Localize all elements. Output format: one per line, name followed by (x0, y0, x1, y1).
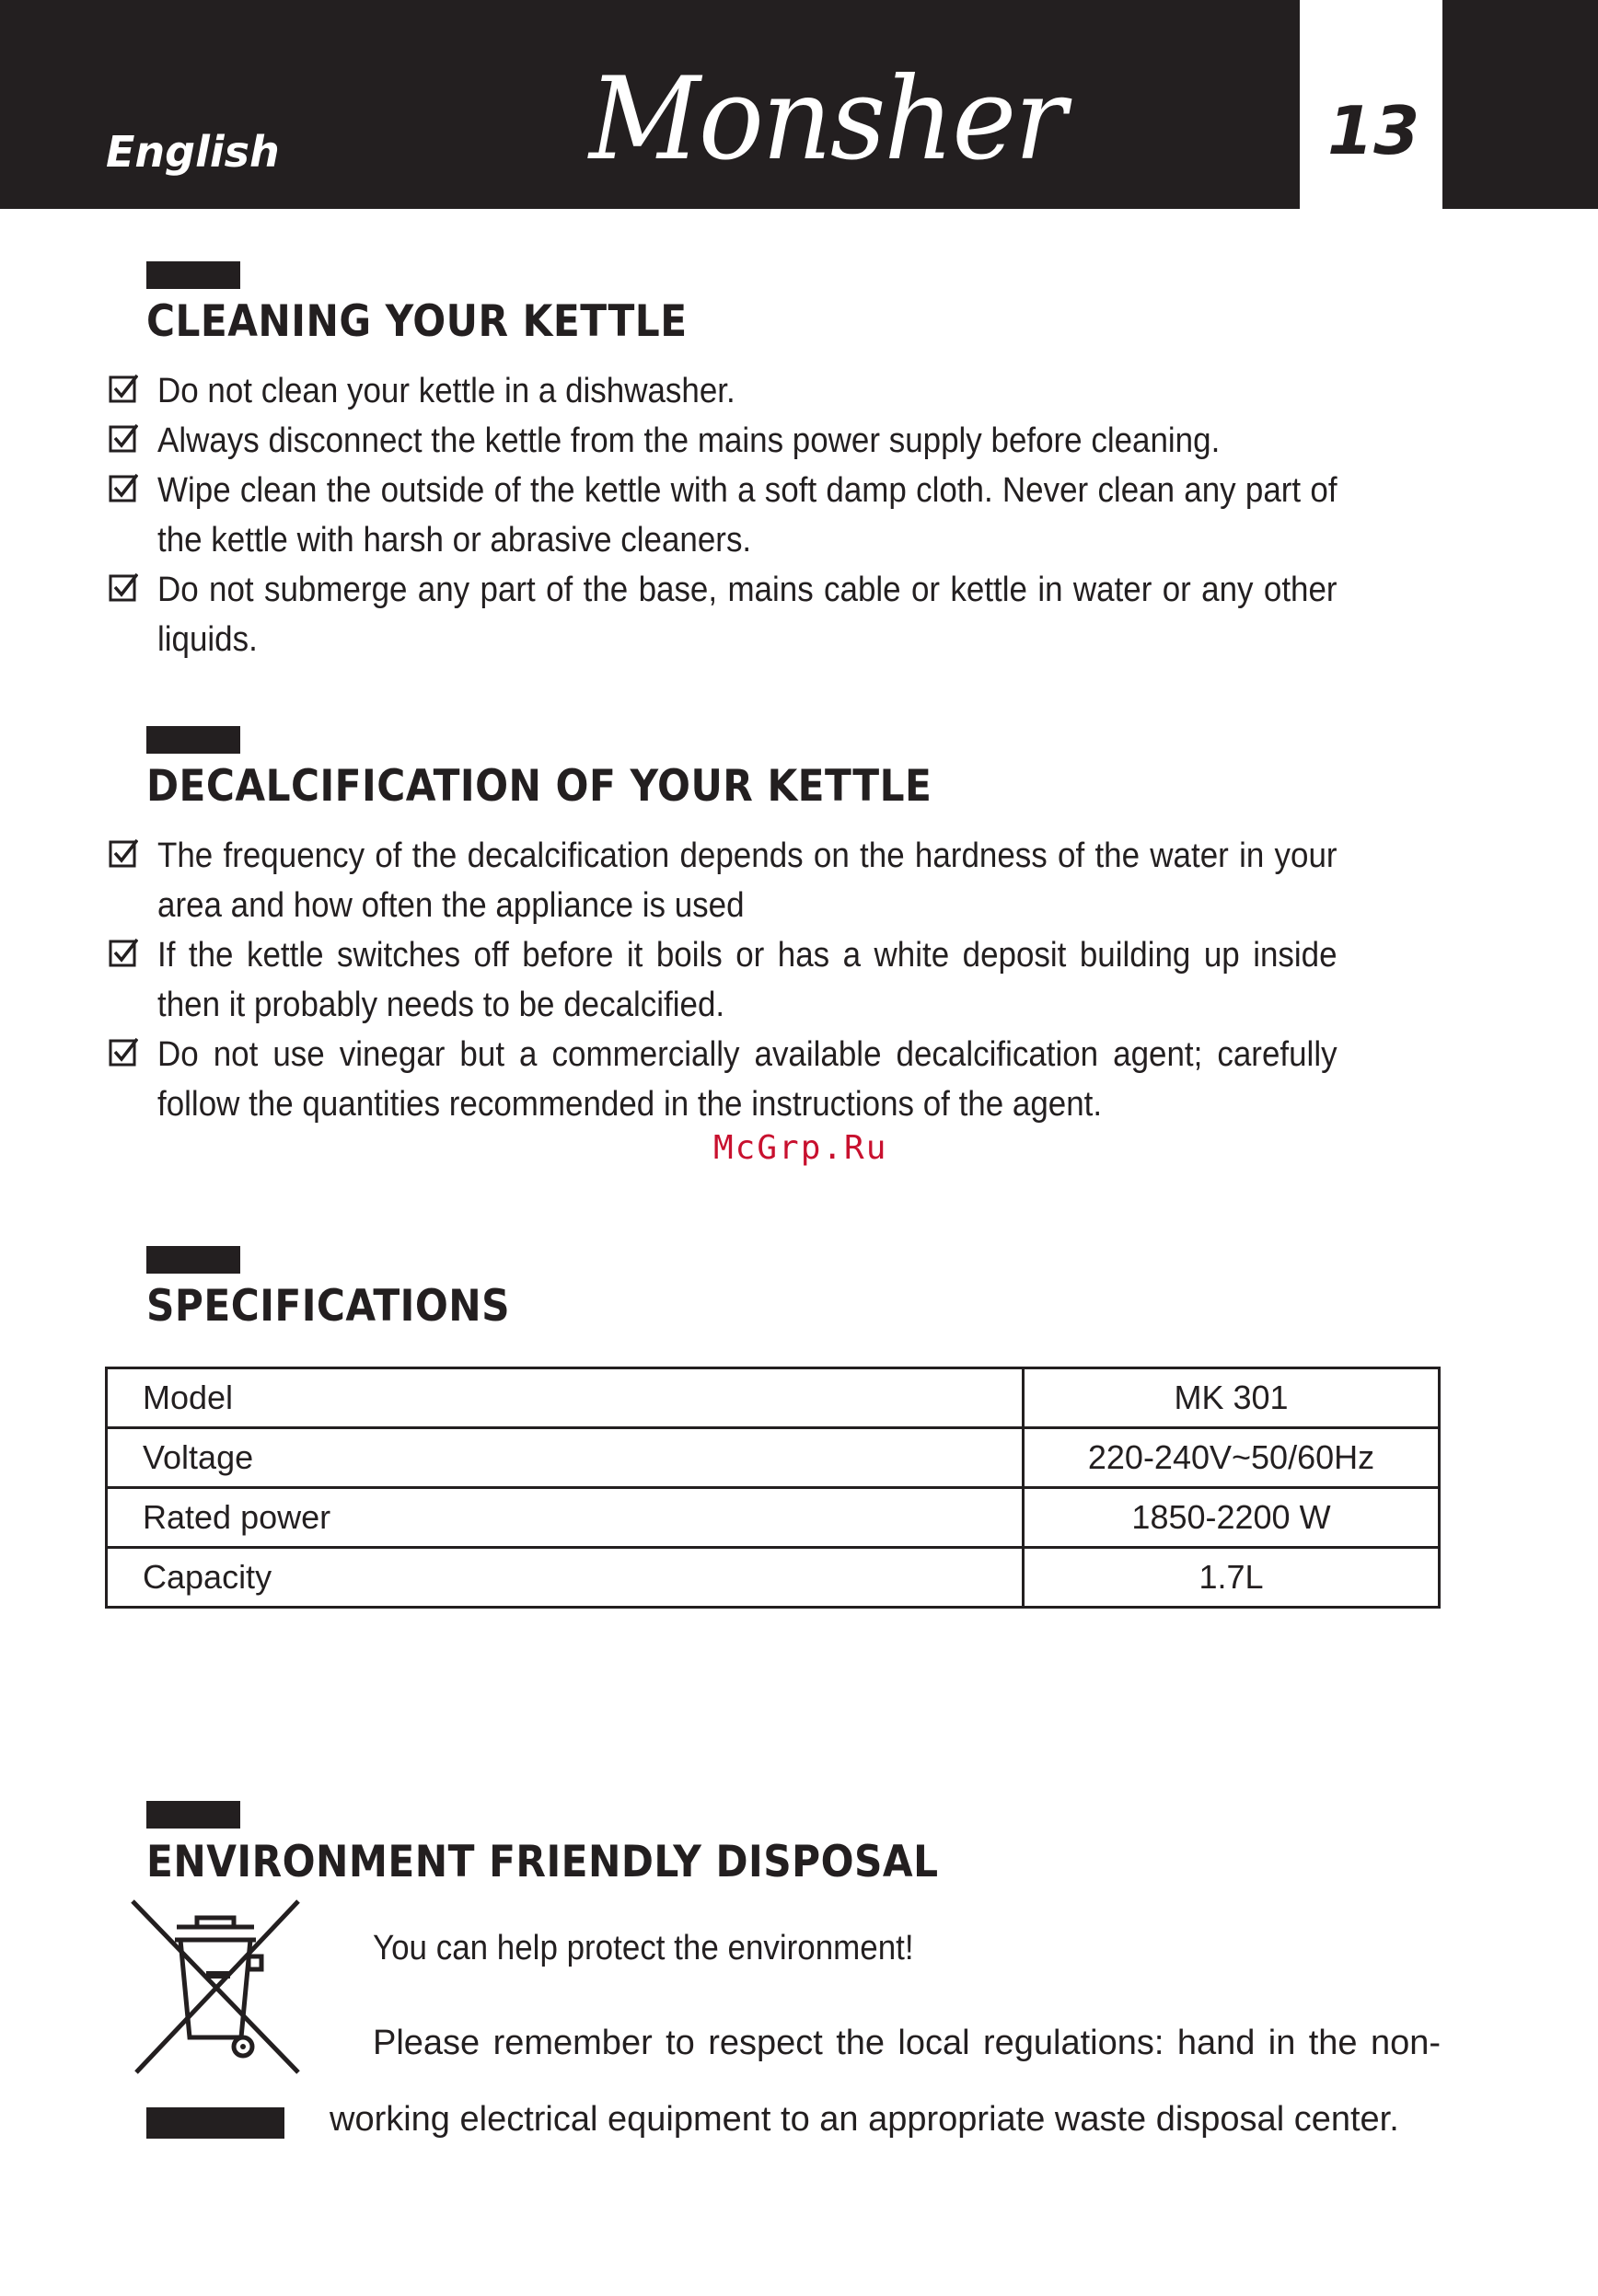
list-item-text: Do not clean your kettle in a dishwasher. (157, 372, 735, 410)
language-label: English (106, 127, 280, 177)
checked-box-icon (109, 423, 138, 453)
section-accent-bar (146, 261, 240, 289)
checked-box-icon (109, 1037, 138, 1067)
section-accent-bar (146, 1801, 240, 1829)
brand-logo: Monsher (589, 52, 1065, 186)
table-row (107, 1428, 1440, 1488)
spec-label: Voltage (107, 1428, 1024, 1488)
spec-value: 1850-2200 W (1024, 1488, 1440, 1548)
list-item-text: Wipe clean the outside of the kettle with a soft damp cloth. Never clean any part of the kettle with harsh or abrasive cleaners. (157, 471, 1337, 560)
checked-box-icon (109, 938, 138, 967)
disposal-accent-bar (146, 2107, 284, 2139)
spec-label: Model (107, 1368, 1024, 1428)
disposal-instructions: Please remember to respect the local regulations: hand in the non-working electrical equipment to an appropriate waste disposal center. (330, 2024, 1441, 2139)
checked-box-icon (109, 838, 138, 868)
list-item-text: The frequency of the decalcification depends on the hardness of the water in your area and how often the appliance is used (157, 836, 1337, 925)
checked-box-icon (109, 473, 138, 502)
table-row (107, 1488, 1440, 1548)
list-item-text: Do not submerge any part of the base, mains cable or kettle in water or any other liquids. (157, 571, 1337, 659)
watermark: McGrp.Ru (713, 1129, 888, 1167)
section-accent-bar (146, 1246, 240, 1274)
section-heading-disposal: ENVIRONMENT FRIENDLY DISPOSAL (146, 1837, 939, 1887)
checked-box-icon (109, 572, 138, 602)
crossed-out-wheelie-bin-icon (131, 1899, 300, 2074)
page-number: 13 (1327, 92, 1420, 169)
list-item-text: If the kettle switches off before it boils or has a white deposit building up inside then it probably needs to be decalcified. (157, 936, 1337, 1024)
spec-value: 220-240V~50/60Hz (1024, 1428, 1440, 1488)
spec-label: Rated power (107, 1488, 1024, 1548)
section-accent-bar (146, 726, 240, 754)
header-bar-right (1442, 0, 1598, 209)
checked-box-icon (109, 374, 138, 403)
list-item-text: Always disconnect the kettle from the mains power supply before cleaning. (157, 421, 1221, 460)
section-heading-cleaning: CLEANING YOUR KETTLE (146, 296, 688, 347)
section-heading-specifications: SPECIFICATIONS (146, 1281, 511, 1332)
table-row (107, 1548, 1440, 1608)
section-heading-decalcification: DECALCIFICATION OF YOUR KETTLE (146, 761, 932, 812)
spec-label: Capacity (107, 1548, 1024, 1608)
spec-value: MK 301 (1024, 1368, 1440, 1428)
spec-value: 1.7L (1024, 1548, 1440, 1608)
specifications-table (105, 1367, 1441, 1609)
disposal-intro: You can help protect the environment! (373, 1929, 914, 1967)
list-item-text: Do not use vinegar but a commercially available decalcification agent; carefully follow the quantities recommended in the instructions of the agent. (157, 1035, 1337, 1124)
table-row (107, 1368, 1440, 1428)
